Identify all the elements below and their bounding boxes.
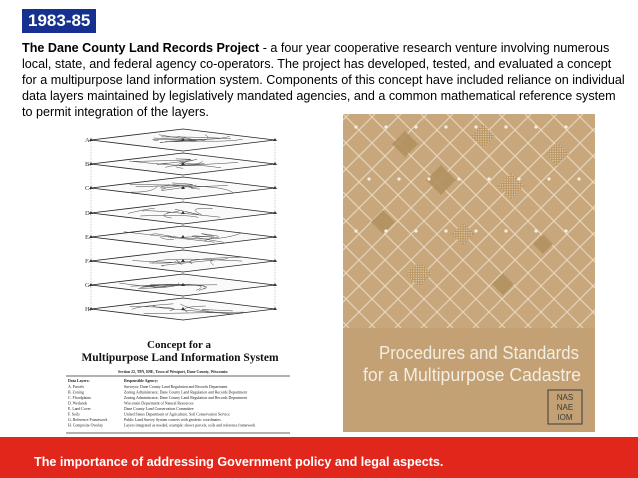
footer-bar	[0, 437, 638, 478]
table-layer-cell: G. Reference Framework	[68, 418, 108, 422]
book-cover-art	[343, 114, 595, 432]
table-agency-cell: Zoning Administrator, Dane County Land Regulation and Records Department	[124, 396, 247, 400]
cadastre-book-cover	[343, 114, 595, 432]
table-agency-cell: United States Department of Agriculture, Soil Conservation Service	[124, 412, 230, 417]
data-layer	[89, 226, 277, 248]
table-layer-cell: C. Floodplains	[68, 396, 91, 400]
data-layer	[89, 250, 277, 272]
agency-table	[68, 385, 255, 429]
data-layer	[89, 177, 277, 199]
layer-letter: G.	[85, 282, 92, 289]
data-layer	[89, 202, 277, 224]
layer-letter: B.	[85, 161, 91, 168]
layers-diagram	[58, 125, 305, 438]
data-layer	[89, 129, 277, 151]
layer-letter: D.	[85, 210, 92, 217]
concept-title-line1: Concept for a	[147, 339, 211, 351]
table-layer-cell: B. Zoning	[68, 390, 84, 395]
year-badge: 1983-85	[22, 9, 96, 33]
table-agency-cell: Public Land Survey System corners with geodetic coordinates	[124, 418, 221, 422]
logo-line-1: NAS	[556, 393, 574, 402]
table-agency-cell: Zoning Administrator, Dane County Land Regulation and Records Department	[124, 390, 247, 395]
cover-title-line2: for a Multipurpose Cadastre	[363, 365, 581, 385]
table-header-layer: Data Layers:	[68, 379, 90, 383]
layer-letter: F.	[85, 258, 90, 265]
layers-concept-figure	[58, 125, 305, 438]
layer-stack	[89, 129, 277, 320]
footer-text: The importance of addressing Government policy and legal aspects.	[34, 455, 444, 469]
data-layer	[89, 153, 277, 175]
table-agency-cell: Wisconsin Department of Natural Resources	[124, 401, 194, 406]
table-agency-cell: Dane County Land Conservation Committee	[124, 407, 194, 411]
section-caption: Section 22, T8N, R9E, Town of Westport, Dane County, Wisconsin	[118, 370, 228, 374]
intro-paragraph	[22, 40, 628, 120]
project-name: The Dane County Land Records Project	[22, 41, 260, 55]
data-layer	[89, 274, 277, 296]
concept-title-line2: Multipurpose Land Information System	[81, 352, 279, 364]
cover-title-line1: Procedures and Standards	[379, 343, 579, 363]
table-layer-cell: H. Composite Overlay	[68, 423, 104, 428]
layer-letter: E.	[85, 234, 91, 241]
table-header-agency: Responsible Agency:	[124, 379, 159, 383]
logo-line-2: NAE	[556, 403, 574, 412]
layer-letter: H.	[85, 306, 92, 313]
layer-letter: A.	[85, 137, 92, 144]
table-layer-cell: D. Wetlands	[68, 401, 88, 406]
layer-letter: C.	[85, 185, 91, 192]
logo-line-3: IOM	[557, 413, 573, 422]
table-layer-cell: A. Parcels	[68, 385, 84, 389]
table-agency-cell: Surveyor, Dane County Land Regulation and Records Department	[124, 385, 228, 389]
table-agency-cell: Layers integrated as needed, example: shows parcels, soils and reference framework	[124, 423, 256, 428]
layer-letters	[85, 137, 92, 313]
project-description: - a four year cooperative research venture involving numerous local, state, and federal agency co-operators. The project has developed, tested, and evaluated a concept for a multipurpose land information system. Components of this concept have included reliance on individual data layers maintained by legislatively mandated agencies, and a common mathematical reference system to permit integration of the layers.	[22, 41, 625, 119]
table-layer-cell: E. Land Cover	[68, 407, 91, 411]
table-layer-cell: F. Soils	[68, 412, 80, 417]
data-layer	[89, 298, 277, 320]
